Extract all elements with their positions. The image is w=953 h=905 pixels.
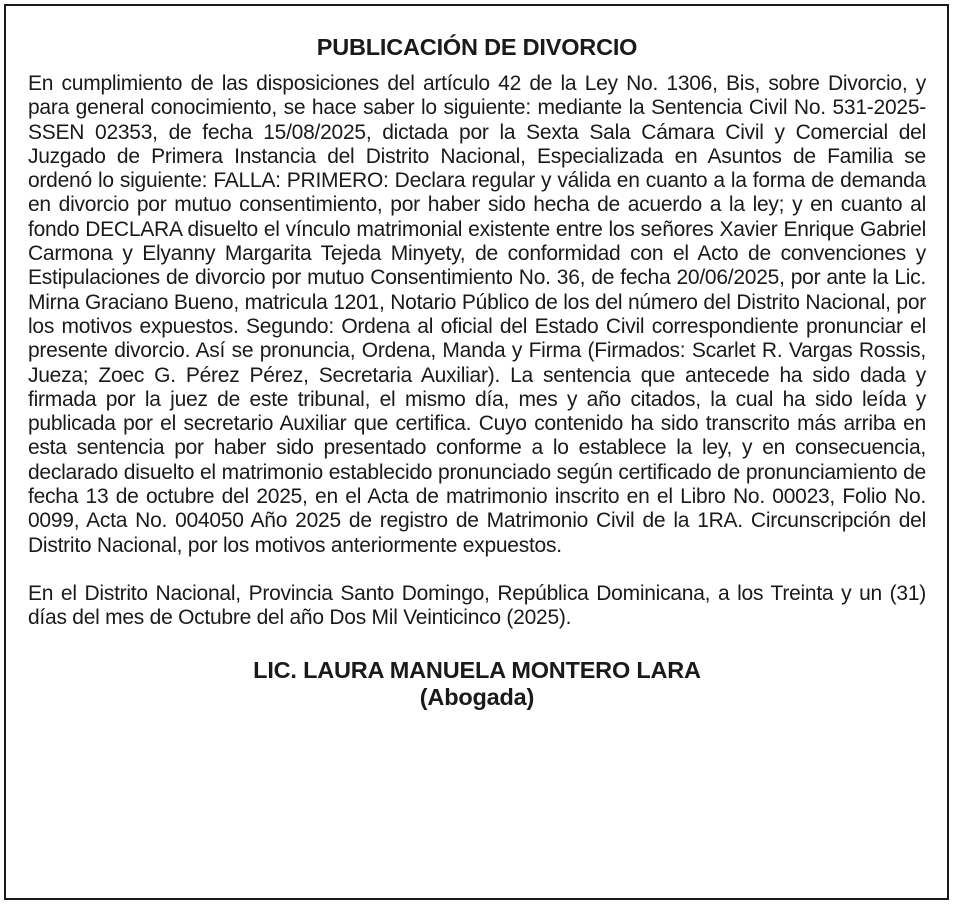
signatory-name: LIC. LAURA MANUELA MONTERO LARA bbox=[253, 656, 701, 683]
signature-block bbox=[28, 657, 926, 711]
notice-frame bbox=[4, 4, 949, 900]
signatory-role: (Abogada) bbox=[419, 683, 535, 710]
notice-body: En cumplimiento de las disposiciones del artículo 42 de la Ley No. 1306, Bis, sobre Divorcio, y para general conocimiento, se hace saber lo siguiente: mediante la Sentencia Civil No. 531-2025-SSEN 02353, de fecha 15/08/2025, dictada por la Sexta Sala Cámara Civil y Comercial del Juzgado de Primera Instancia del Distrito Nacional, Especializada en Asuntos de Familia se ordenó lo siguiente: FALLA: PRIMERO: Declara regular y válida en cuanto a la forma de demanda en divorcio por mutuo consentimiento, por haber sido hecha de acuerdo a la ley; y en cuanto al fondo DECLARA disuelto el vínculo matrimonial existente entre los señores Xavier Enrique Gabriel Carmona y Elyanny Margarita Tejeda Minyety, de conformidad con el Acto de convenciones y Estipulaciones de divorcio por mutuo Consentimiento No. 36, de fecha 20/06/2025, por ante la Lic. Mirna Graciano Bueno, matricula 1201, Notario Público de los del número del Distrito Nacional, por los motivos expuestos. Segundo: Ordena al oficial del Estado Civil correspondiente pronunciar el presente divorcio. Así se pronuncia, Ordena, Manda y Firma (Firmados: Scarlet R. Vargas Rossis, Jueza; Zoec G. Pérez Pérez, Secretaria Auxiliar). La sentencia que antecede ha sido dada y firmada por la juez de este tribunal, el mismo día, mes y año citados, la cual ha sido leída y publicada por el secretario Auxiliar que certifica. Cuyo contenido ha sido transcrito más arriba en esta sentencia por haber sido presentado conforme a lo establece la ley, y en consecuencia, declarado disuelto el matrimonio establecido pronunciado según certificado de pronunciamiento de fecha 13 de octubre del 2025, en el Acta de matrimonio inscrito en el Libro No. 00023, Folio No. 0099, Acta No. 004050 Año 2025 de registro de Matrimonio Civil de la 1RA. Circunscripción del Distrito Nacional, por los motivos anteriormente expuestos. bbox=[28, 72, 926, 557]
notice-content bbox=[28, 32, 926, 711]
notice-title: PUBLICACIÓN DE DIVORCIO bbox=[316, 34, 638, 60]
notice-closing: En el Distrito Nacional, Provincia Santo Domingo, República Dominicana, a los Treinta y un (31) días del mes de Octubre del año Dos Mil Veinticinco (2025). bbox=[28, 581, 926, 630]
